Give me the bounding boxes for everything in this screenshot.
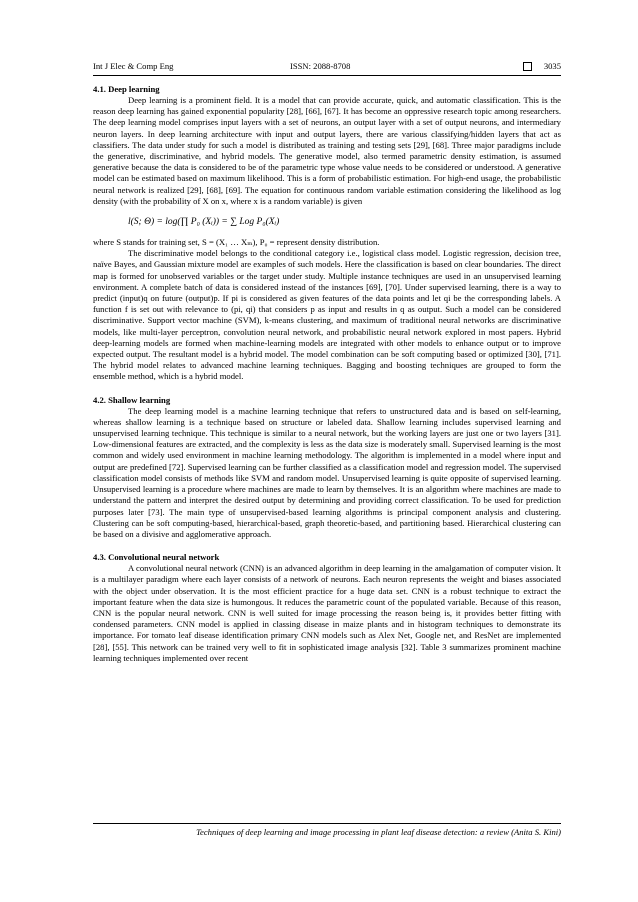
- paragraph: The deep learning model is a machine learning technique that refers to unstructured data and is based on self-learning, whereas shallow learning is a technique based on structure or labeled data. Shallow learning includes supervised learning and unsupervised learning technique. This technique is similar to a neural network, but the working layers are just one or two layers [31]. Low-dimensional features are extracted, and the complexity is less as the data size is moderately small. Supervised learning is the most common and widely used environment in machine learning methodology. The algorithm is implemented in a model where input and output are predefined [72]. Supervised learning can be further classified as a classification model and regression model. The supervised classification model consists of methods like SVM and random model. Unsupervised learning is quite opposite of supervised learning. Unsupervised learning is a procedure where machines are made to learn by themselves. It is an algorithm where machines are made to understand the pattern and interpret the desired output by determining and providing correct classification. To be used for prediction purposes later [73]. The main type of unsupervised-based learning algorithms is principal component analysis and clustering. Clustering can be soft computing-based, hierarchical-based, graph theoretic-based, and partitioning based. Hierarchical clustering can be based on a divisive and agglomerative approach.: [93, 405, 561, 539]
- section-heading-shallow-learning: 4.2. Shallow learning: [93, 394, 171, 405]
- section-heading-deep-learning: 4.1. Deep learning: [93, 84, 160, 94]
- page-number: 3035: [543, 61, 561, 71]
- footer-rule: [93, 823, 561, 824]
- paragraph: where S stands for training set, S = (X₁ … Xₘ), P₀ = represent density distribution.: [93, 237, 380, 248]
- article-body: [93, 83, 561, 664]
- paragraph: The discriminative model belongs to the conditional category i.e., logistical class model. Logistic regression, decision tree, naïve Bayes, and Gaussian mixture model are examples of such models. Here the classification is based on clear boundaries. The direct map is formed for unobserved variables or the target under study. Multiple instance techniques are used in an unsupervised learning environment. A complete batch of data is considered instead of the instances [69], [70]. Under supervised learning, there is a way to predict (input)q on future (output)p. If pi is considered as given features of the data points and let qi be the corresponding labels. A function f is set out with relevance to (pi, qi) that considers p as input and results in q as output. Such a model can be considered discriminative. Support vector machine (SVM), k-means clustering, and maximum of traditional neural networks are discriminative models, like multi-layer perceptron, convolution neural network, and probabilistic neural network explored in most papers. Hybrid deep-learning models are formed when machine-learning models are integrated with other models to enhance output or to improve expected output. The resultant model is a hybrid model. The model combination can be soft computing based or optimized [30], [71]. The hybrid model relates to advanced machine learning techniques. Bagging and boosting techniques are grouped to form the ensemble method, which is a hybrid model.: [93, 248, 561, 382]
- section-heading-cnn: 4.3. Convolutional neural network: [93, 552, 220, 563]
- paragraph: Deep learning is a prominent field. It is a model that can provide accurate, quick, and automatic classification. This is the reason deep learning has gained exponential popularity [28], [66], [67]. It has become an oppressive research topic among researchers. The deep learning model comprises input layers with a set of neurons, an output layer with a set of output neurons, and intermediary neuron layers. In deep learning architecture with input and output layers, there are various classifying/hidden layers that act as classifiers. The data under study for such a model is distributed as training and testing sets [29], [68]. Three major paradigms include the generative, discriminative, and hybrid models. The generative model, also termed parametric density estimation, is assumed generative because the data is considered to be of the parametric type whose value needs to be considered or understood. A generative model can be estimated based on maximum likelihood. This is a form of probabilistic estimation. For high-end usage, the probabilistic neural network is realized [29], [68], [69]. The equation for continuous random variable estimation considering the likelihood as log density (with the probability of X on x, where x is a random variable) is given: [93, 95, 561, 206]
- journal-name: Int J Elec & Comp Eng: [93, 61, 174, 71]
- running-header: [93, 60, 561, 72]
- running-footer: Techniques of deep learning and image processing in plant leaf disease detection: a review (Anita S. Kini): [196, 827, 561, 837]
- equation: l(S; Θ) = log(∏ P₀ (Xᵢ)) = ∑ Log P₀(Xᵢ): [128, 217, 280, 228]
- issn: ISSN: 2088-8708: [290, 61, 351, 71]
- checkbox-icon: [523, 62, 532, 71]
- paragraph: A convolutional neural network (CNN) is an advanced algorithm in deep learning in the amalgamation of computer vision. It is a multilayer paradigm where each layer consists of a network of neurons. Each neuron represents the weight and biases associated with the object under observation. It is the most efficient practice for a huge data set. CNN is a robust technique to extract the important feature when the data size is humongous. It reduces the parametric count of the populated variable. Because of this reason, CNN is the popular neural network. CNN is well suited for image processing the reason being is, it provides better fitting with condensed parameters. CNN model is applied in classing disease in maize plants and in histogram techniques to demonstrate its importance. For tomato leaf disease identification primary CNN models such as Alex Net, Google net, and ResNet are implemented [28], [55]. This network can be trained very well to fit in sophisticated image analysis [32]. Table 3 summarizes prominent machine learning techniques implemented over recent: [93, 563, 561, 663]
- header-rule: [93, 75, 561, 76]
